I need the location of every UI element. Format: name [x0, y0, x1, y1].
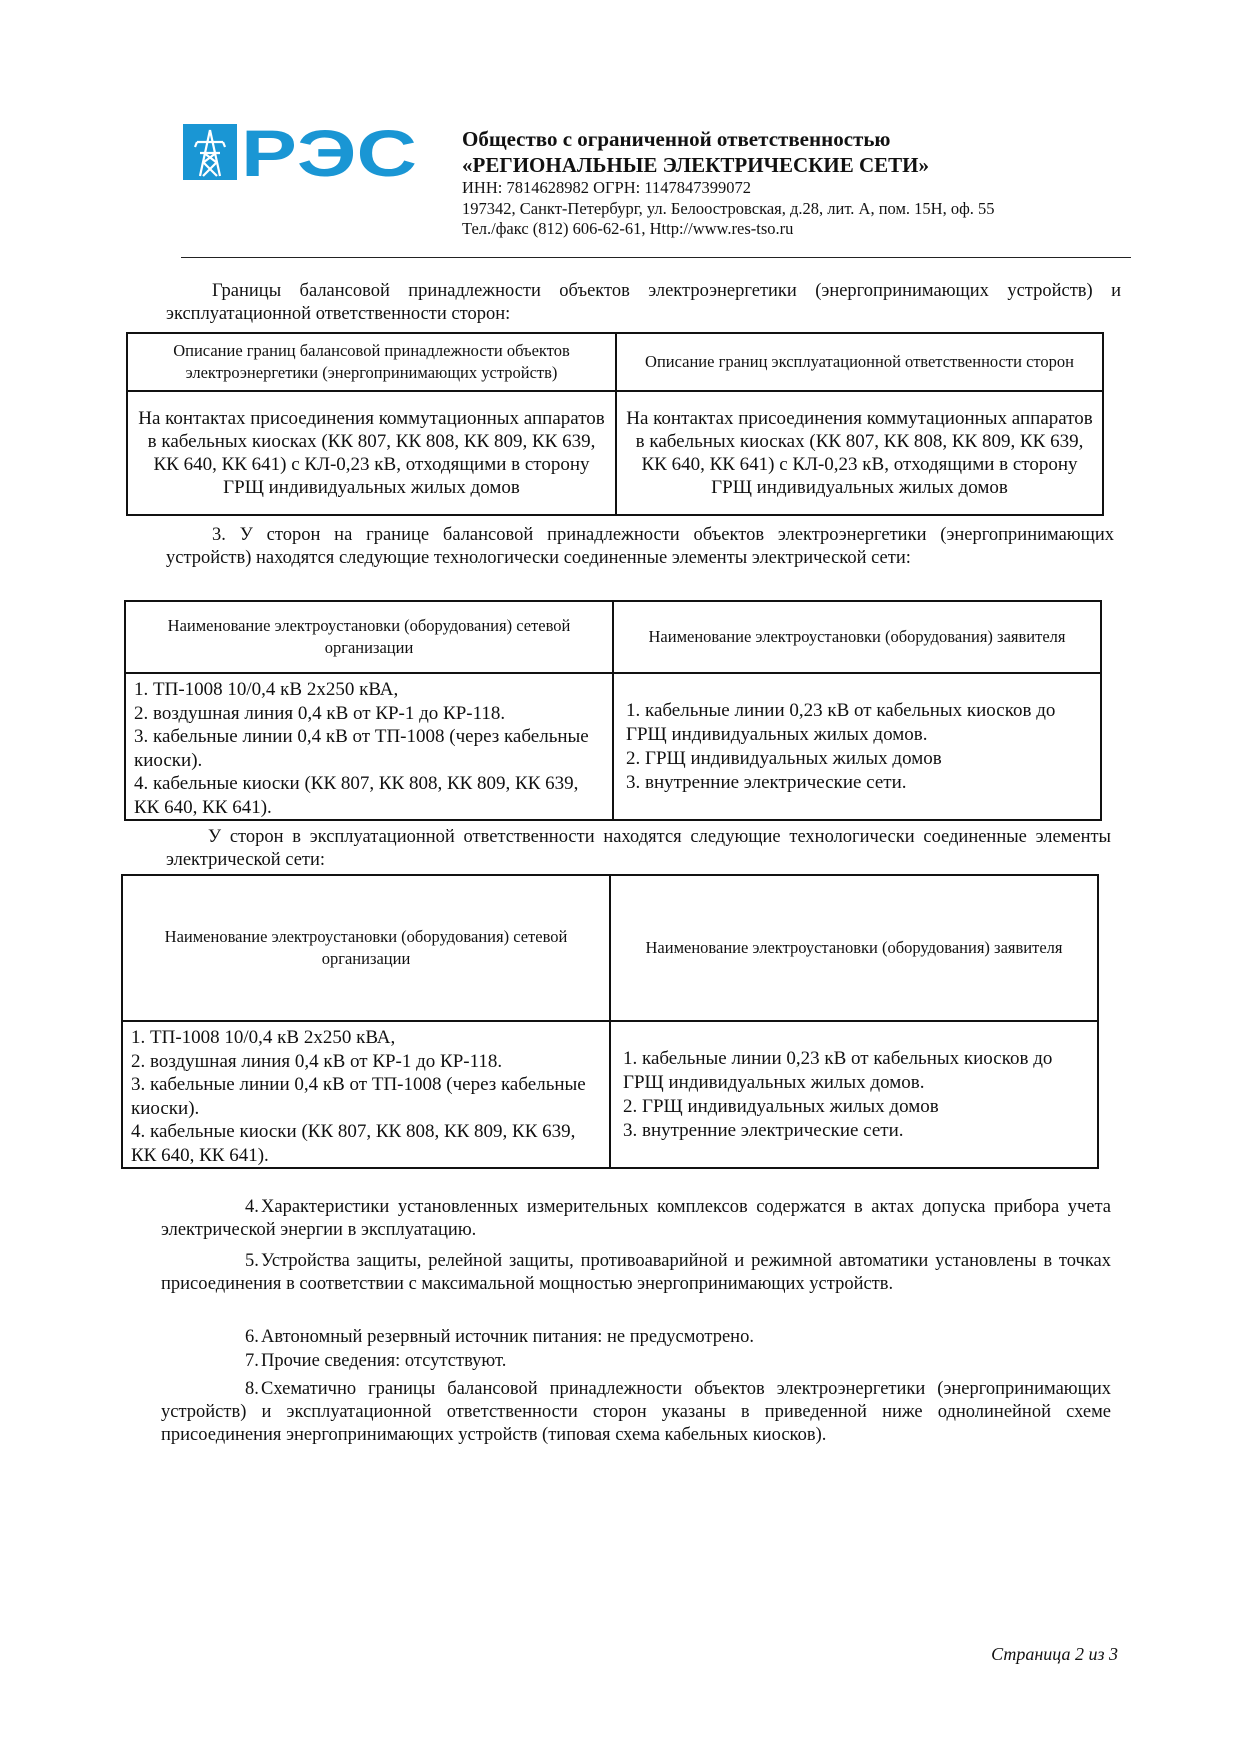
item-text: Характеристики установленных измерительных комплексов содержатся в актах допуска прибора учета электрической энергии в эксплуатацию. [161, 1197, 1111, 1240]
intro-paragraph: Границы балансовой принадлежности объектов электроэнергетики (энергопринимающих устройств) и эксплуатационной ответственности сторон: [166, 281, 1121, 324]
item-number: 6. [245, 1327, 259, 1347]
list-item: 4. кабельные киоски (КК 807, КК 808, КК 809, КК 639, КК 640, КК 641). [131, 1121, 576, 1166]
item-text: Схематично границы балансовой принадлежности объектов электроэнергетики (энергопринимающих устройств) и эксплуатационной ответственности сторон указаны в приведенной ниже однолинейной схеме присоединения энергопринимающих устройств (типовая схема кабельных киосков). [161, 1379, 1111, 1445]
operational-elements-table [121, 874, 1099, 1169]
item-4 [161, 1196, 1111, 1242]
org-requisites: ИНН: 7814628982 ОГРН: 1147847399072 [462, 178, 751, 198]
header-divider [181, 257, 1131, 258]
organization-header [462, 126, 1082, 239]
list-item: 3. кабельные линии 0,4 кВ от ТП-1008 (через кабельные киоски). [134, 726, 589, 771]
paragraph-3: 3. У сторон на границе балансовой принадлежности объектов электроэнергетики (энергопринимающих устройств) находятся следующие технологически соединенные элементы электрической сети: [166, 525, 1114, 568]
org-contacts: Тел./факс (812) 606-62-61, Http://www.res-tso.ru [462, 218, 794, 238]
table1-cell-balance: На контактах присоединения коммутационных аппаратов в кабельных киосках (КК 807, КК 808, КК 809, КК 639, КК 640, КК 641) с КЛ-0,23 кВ, отходящими в сторону ГРЩ индивидуальных жилых домов [127, 391, 616, 515]
item-7 [161, 1350, 1111, 1373]
list-item: 2. ГРЩ индивидуальных жилых домов [623, 1095, 939, 1117]
balance-boundary-table [126, 332, 1104, 516]
table1-header-balance: Описание границ балансовой принадлежности объектов электроэнергетики (энергопринимающих устройств) [127, 333, 616, 391]
table2-header-network: Наименование электроустановки (оборудования) сетевой организации [125, 601, 613, 673]
table3-network-list [122, 1021, 610, 1168]
item-number: 5. [245, 1251, 259, 1271]
org-name: «РЕГИОНАЛЬНЫЕ ЭЛЕКТРИЧЕСКИЕ СЕТИ» [462, 153, 929, 178]
item-6 [161, 1326, 1111, 1349]
table2-header-applicant: Наименование электроустановки (оборудования) заявителя [613, 601, 1101, 673]
list-item: 2. ГРЩ индивидуальных жилых домов [626, 747, 942, 769]
page-number: Страница 2 из 3 [991, 1644, 1118, 1664]
list-item: 1. ТП-1008 10/0,4 кВ 2х250 кВА, [131, 1027, 396, 1048]
list-item: 3. внутренние электрические сети. [626, 771, 907, 793]
table2-network-list [125, 673, 613, 820]
table3-applicant-list [610, 1021, 1098, 1168]
item-8 [161, 1378, 1111, 1447]
item-text: Устройства защиты, релейной защиты, противоаварийной и режимной автоматики установлены в точках присоединения в соответствии с максимальной мощностью энергопринимающих устройств. [161, 1251, 1111, 1294]
list-item: 1. ТП-1008 10/0,4 кВ 2х250 кВА, [134, 679, 399, 700]
table3-header-applicant: Наименование электроустановки (оборудования) заявителя [610, 875, 1098, 1021]
table2-applicant-list [613, 673, 1101, 820]
org-address: 197342, Санкт-Петербург, ул. Белоостровская, д.28, лит. А, пом. 15Н, оф. 55 [462, 198, 995, 218]
item-5 [161, 1250, 1111, 1296]
item-text: Автономный резервный источник питания: не предусмотрено. [261, 1327, 754, 1347]
list-item: 1. кабельные линии 0,23 кВ от кабельных киосков до ГРЩ индивидуальных жилых домов. [626, 699, 1056, 745]
balance-elements-table [124, 600, 1102, 821]
svg-text:РЭС: РЭС [241, 122, 417, 182]
operational-paragraph: У сторон в эксплуатационной ответственности находятся следующие технологически соединенные элементы электрической сети: [166, 827, 1111, 870]
list-item: 3. кабельные линии 0,4 кВ от ТП-1008 (через кабельные киоски). [131, 1074, 586, 1119]
list-item: 2. воздушная линия 0,4 кВ от КР-1 до КР-118. [131, 1050, 503, 1072]
list-item: 1. кабельные линии 0,23 кВ от кабельных киосков до ГРЩ индивидуальных жилых домов. [623, 1047, 1053, 1093]
item-text: Прочие сведения: отсутствуют. [261, 1351, 507, 1371]
list-item: 4. кабельные киоски (КК 807, КК 808, КК 809, КК 639, КК 640, КК 641). [134, 773, 579, 818]
item-number: 4. [245, 1197, 259, 1217]
item-number: 7. [245, 1351, 259, 1371]
list-item: 2. воздушная линия 0,4 кВ от КР-1 до КР-118. [134, 702, 506, 724]
company-logo [183, 122, 420, 182]
table1-header-operational: Описание границ эксплуатационной ответственности сторон [616, 333, 1103, 391]
table1-cell-operational: На контактах присоединения коммутационных аппаратов в кабельных киосках (КК 807, КК 808, КК 809, КК 639, КК 640, КК 641) с КЛ-0,23 кВ, отходящими в сторону ГРЩ индивидуальных жилых домов [616, 391, 1103, 515]
item-number: 8. [245, 1379, 259, 1399]
table3-header-network: Наименование электроустановки (оборудования) сетевой организации [122, 875, 610, 1021]
org-type: Общество с ограниченной ответственностью [462, 127, 891, 151]
list-item: 3. внутренние электрические сети. [623, 1119, 904, 1141]
